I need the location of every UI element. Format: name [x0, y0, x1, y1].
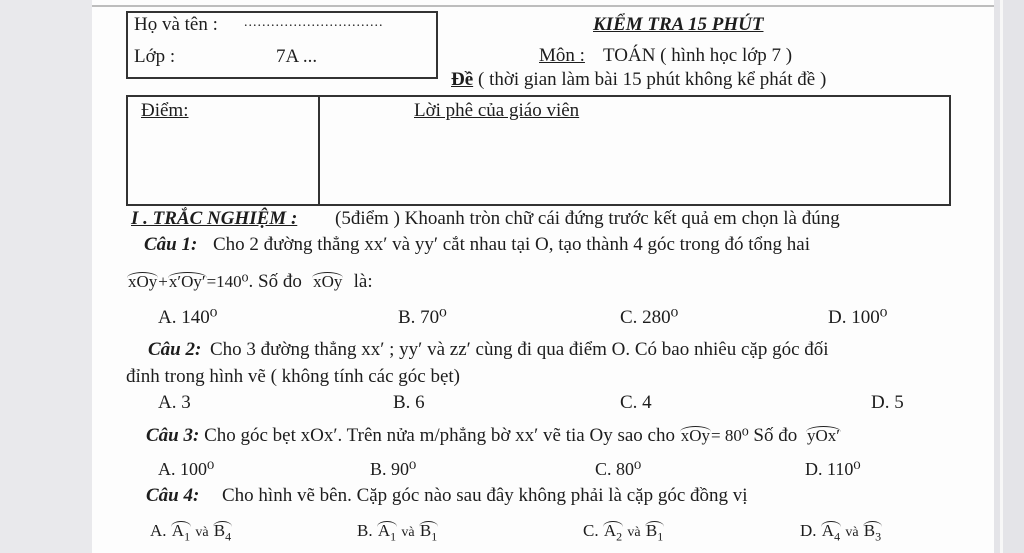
section-label: I . TRẮC NGHIỆM : [131, 208, 298, 229]
top-rule [92, 5, 994, 7]
q1-formula-line [127, 271, 373, 293]
q4-answer-d[interactable]: D. $A_4$ và $B_3$ [800, 521, 882, 544]
q4-d-angle-1: $A_4$ [821, 521, 841, 544]
q4-a-angle-2: $B_4$ [213, 521, 232, 544]
page-edge [1000, 0, 1003, 553]
q4-c-angle-2: $B_1$ [645, 521, 664, 544]
q3-answer-d[interactable]: D. 110⁰ [805, 459, 861, 479]
q4-answer-b[interactable]: B. $A_1$ và $B_1$ [357, 521, 438, 544]
class-label: Lớp : [134, 46, 176, 67]
q1-end-text: là: [353, 271, 373, 292]
comment-label: Lời phê của giáo viên [414, 100, 580, 121]
time-note: ( thời gian làm bài 15 phút không kể phát đề ) [478, 69, 827, 90]
q4-answer-a[interactable]: A. $A_1$ và $B_4$ [150, 521, 232, 544]
q3-angle-xoy: xOy [680, 426, 710, 445]
q2-answer-b[interactable]: B. 6 [393, 392, 425, 413]
q1-answer-a[interactable]: A. 140⁰ [158, 307, 218, 328]
q3-answer-c[interactable]: C. 80⁰ [595, 459, 642, 479]
q1-plus: + [158, 272, 168, 291]
subject-label: Môn : [539, 45, 585, 66]
q1-angle-xoy-2: xOy [313, 272, 343, 291]
q3-answer-a[interactable]: A. 100⁰ [158, 459, 215, 479]
class-value: 7A ... [276, 46, 318, 67]
q1-angle-xoy: xOy [128, 272, 158, 291]
q1-answer-d[interactable]: D. 100⁰ [828, 307, 888, 328]
q4-a-angle-1: $A_1$ [171, 521, 191, 544]
name-dots: ............................... [244, 15, 384, 30]
q2-answer-a[interactable]: A. 3 [158, 392, 191, 413]
q2-answer-c[interactable]: C. 4 [620, 392, 652, 413]
q4-d-angle-2: $B_3$ [863, 521, 882, 544]
right-margin [994, 0, 1024, 553]
q3-label: Câu 3: [146, 425, 200, 446]
q2-text-line1: Cho 3 đường thẳng xx′ ; yy′ và zz′ cùng đi qua điểm O. Có bao nhiêu cặp góc đối [210, 339, 829, 360]
q3-text-b: Số đo [753, 425, 798, 446]
q4-b-angle-2: $B_1$ [419, 521, 438, 544]
q3-line [146, 425, 841, 447]
q4-answer-c[interactable]: C. $A_2$ và $B_1$ [583, 521, 664, 544]
score-label: Điểm: [141, 100, 189, 121]
q2-label: Câu 2: [148, 339, 202, 360]
q4-b-angle-1: $A_1$ [377, 521, 397, 544]
q1-text-line1: Cho 2 đường thẳng xx′ và yy′ cắt nhau tại O, tạo thành 4 góc trong đó tổng hai [213, 234, 810, 255]
q3-answer-b[interactable]: B. 90⁰ [370, 459, 417, 479]
section-text: (5điểm ) Khoanh tròn chữ cái đứng trước kết quả em chọn là đúng [335, 208, 840, 229]
test-title: KIỂM TRA 15 PHÚT [593, 14, 764, 35]
q1-eq: =140⁰ [206, 272, 249, 291]
q1-mid-text: . Số đo [248, 271, 302, 292]
q1-answer-c[interactable]: C. 280⁰ [620, 307, 679, 328]
q1-answer-b[interactable]: B. 70⁰ [398, 307, 447, 328]
name-label: Họ và tên : [134, 14, 218, 35]
q4-c-angle-1: $A_2$ [603, 521, 623, 544]
q3-angle-yox1: yOx′ [806, 426, 840, 445]
de-label: Đề [451, 69, 474, 90]
q2-text-line2: đỉnh trong hình vẽ ( không tính các góc bẹt) [126, 366, 461, 387]
subject-value: TOÁN ( hình học lớp 7 ) [603, 45, 793, 66]
q1-angle-x1oy1: x′Oy′ [168, 272, 206, 291]
score-divider [318, 95, 320, 206]
q4-label: Câu 4: [146, 485, 200, 506]
q3-eq: = 80⁰ [711, 426, 749, 445]
left-margin [0, 0, 92, 553]
q2-answer-d[interactable]: D. 5 [871, 392, 904, 413]
q3-text-a: Cho góc bẹt xOx′. Trên nửa m/phẳng bờ xx′ vẽ tia Oy sao cho [204, 425, 675, 446]
q4-text: Cho hình vẽ bên. Cặp góc nào sau đây không phải là cặp góc đồng vị [222, 485, 748, 506]
q1-label: Câu 1: [144, 234, 198, 255]
